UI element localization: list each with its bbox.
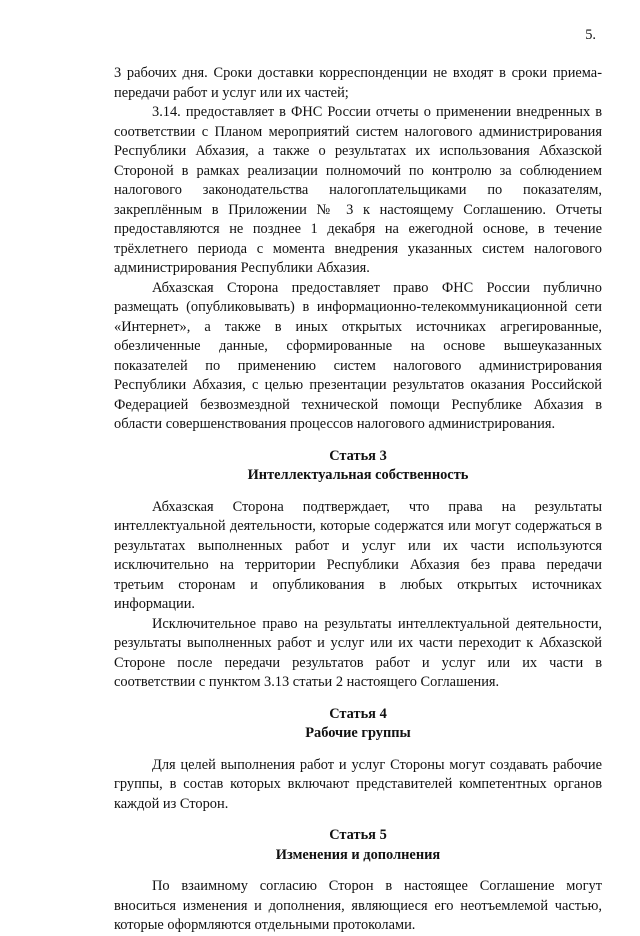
article-5-heading [114,826,602,865]
article-4-title: Рабочие группы [305,725,411,741]
paragraph-publication-right: Абхазская Сторона предоставляет право ФНС России публично размещать (опубликовывать) в информационно-телекоммуникационной сети «Интернет», а также в иных открытых источниках агрегированные, обезличенные данные, сформированные на основе вышеуказанных показателей по применению систем налогового администрирования Республики Абхазия, с целью презентации результатов оказания Российской Федерацией безвозмездной технической помощи Республике Абхазия в области совершенствования процессов налогового администрирования. [114,279,602,432]
article-3-number: Статья 3 [329,447,387,464]
document-body [114,64,602,936]
article-3-title: Интеллектуальная собственность [247,467,469,483]
article-5-paragraph: По взаимному согласию Сторон в настоящее Соглашение могут вноситься изменения и дополнения, являющиеся его неотъемлемой частью, которые оформляются отдельными протоколами. [114,878,602,933]
article-3-heading [114,447,602,486]
page-number: 5. [585,27,596,43]
article-4-paragraph: Для целей выполнения работ и услуг Стороны могут создавать рабочие группы, в состав которых включают представителей компетентных органов каждой из Сторон. [114,756,602,812]
article-3-paragraph: Исключительное право на результаты интеллектуальной деятельности, результаты выполненных работ и услуг или их части переходит к Абхазской Стороне после передачи результатов работ и услуг или их части в соответствии с пунктом 3.13 статьи 2 настоящего Соглашения. [114,615,602,690]
article-4-number: Статья 4 [329,705,387,722]
article-5-number: Статья 5 [329,827,387,843]
article-3-paragraph: Абхазская Сторона подтверждает, что права на результаты интеллектуальной деятельности, которые содержатся или могут содержаться в результатах выполненных работ и услуг или их части используются исключительно на территории Республики Абхазия без права передачи третьим сторонам и опубликования в любых открытых источниках информации. [114,498,602,612]
paragraph-continuation: 3 рабочих дня. Сроки доставки корреспонденции не входят в сроки приема-передачи работ и услуг или их частей; [114,65,602,101]
article-5-title: Изменения и дополнения [275,846,441,863]
article-4-heading [114,705,602,744]
paragraph-clause-3-14: 3.14. предоставляет в ФНС России отчеты о применении внедренных в соответствии с Планом мероприятий систем налогового администрирования Республики Абхазия, а также о результатах их использования Абхазской Стороной в рамках реализации полномочий по контролю за соблюдением налогового законодательства налогоплательщиками по показателям, закреплённым в Приложении № 3 к настоящему Соглашению. Отчеты предоставляются не позднее 1 декабря на ежегодной основе, в течение трёхлетнего периода с момента внедрения указанных систем налогового администрирования Республики Абхазия. [114,104,602,276]
